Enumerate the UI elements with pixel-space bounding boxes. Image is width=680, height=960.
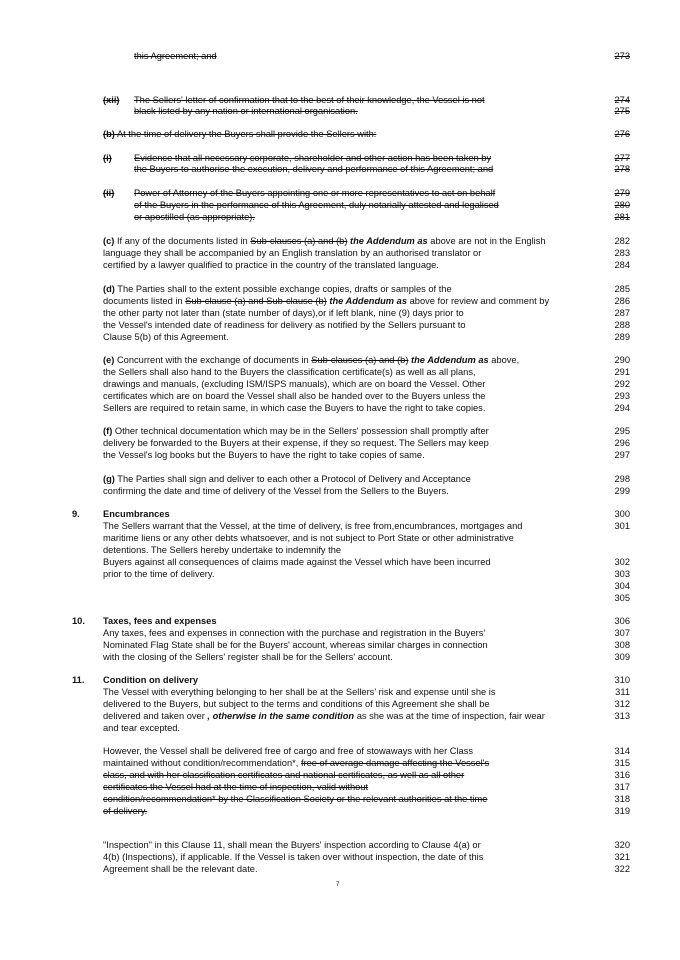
inserted-text: the Addendum as (326, 296, 408, 306)
line-number: 286 (614, 296, 630, 306)
text-line-282 (103, 236, 546, 247)
text-line-291: the Sellers shall also hand to the Buyers the classification certificate(s) as well as all plans, (103, 367, 476, 377)
item-ii-ref: (ii) (103, 188, 115, 198)
line-number: 294 (614, 403, 630, 413)
line-number: 306 (614, 616, 630, 626)
text-line-316: class, and with her classification certificates and national certificates, as well as all other (103, 770, 465, 780)
line-number: 276 (614, 129, 630, 139)
line-number: 298 (614, 474, 630, 484)
line-number: 282 (614, 236, 630, 246)
line-number: 281 (614, 212, 630, 222)
text-line-288: the Vessel's intended date of readiness for delivery as notified by the Sellers pursuant to (103, 320, 466, 330)
text-line: detentions. The Sellers hereby undertake to indemnify the (103, 545, 342, 555)
line-number: 321 (614, 852, 630, 862)
text-line-281: or apostilled (as appropriate). (134, 212, 255, 222)
span: documents listed in (103, 296, 186, 306)
line-number: 311 (615, 687, 630, 697)
line-number: 302 (614, 557, 630, 567)
line-number: 313 (614, 711, 630, 721)
subclause-f-ref: (f) (103, 426, 113, 436)
line-number: 322 (614, 864, 630, 874)
line-number: 315 (614, 758, 630, 768)
text-line-311: The Vessel with everything belonging to her shall be at the Sellers' risk and expense until she is (103, 687, 496, 697)
text-line-284: certified by a lawyer qualified to practice in the country of the translated language. (103, 260, 439, 270)
line-number: 317 (614, 782, 630, 792)
text-line-302: Buyers against all consequences of claims made against the Vessel which have been incurred (103, 557, 491, 567)
line-number: 320 (614, 840, 630, 850)
span: The Parties shall to the extent possible exchange copies, drafts or samples of the (114, 284, 452, 294)
text-line-294: Sellers are required to retain same, in which case the Buyers to have the right to take copies. (103, 403, 486, 413)
text-line-293: certificates which are on board the Vessel shall also be handed over to the Buyers unless the (103, 391, 486, 401)
line-number: 304 (614, 581, 630, 591)
text-line-285 (103, 284, 452, 295)
line-number: 288 (614, 320, 630, 330)
line-number: 287 (614, 308, 630, 318)
text-line-318: condition/recommendation* by the Classification Society or the relevant authorities at the time (103, 794, 488, 804)
text-line-320: "Inspection" in this Clause 11, shall mean the Buyers' inspection according to Clause 4(a) or (103, 840, 481, 850)
text-line: maritime liens or any other debts whatsoever, and is not subject to Port State or other administrative (103, 533, 514, 543)
text-line-312: delivered to the Buyers, but subject to the terms and conditions of this Agreement she shall be (103, 699, 490, 709)
clause-9-number: 9. (72, 509, 80, 519)
text-line-322: Agreement shall be the relevant date. (103, 864, 258, 874)
line-number: 301 (614, 521, 630, 531)
line-number: 289 (614, 332, 630, 342)
text-line-321: 4(b) (Inspections), if applicable. If the Vessel is taken over without inspection, the date of this (103, 852, 484, 862)
clause-10-title: Taxes, fees and expenses (103, 616, 217, 626)
clause-9-title: Encumbrances (103, 509, 170, 519)
line-number: 297 (614, 450, 630, 460)
line-number: 280 (614, 200, 630, 210)
span: delivered and taken over (103, 711, 208, 721)
struck-text: free of average damage affecting the Vessel's (300, 758, 490, 768)
text-line-315 (103, 758, 489, 769)
line-number: 303 (614, 569, 630, 579)
struck-text: Sub-clause (a) and Sub-clause (b) (185, 296, 327, 306)
text-line-273: this Agreement; and (134, 51, 217, 61)
text-line-277: Evidence that all necessary corporate, shareholder and other action has been taken by (134, 153, 492, 163)
text-line-296: delivery be forwarded to the Buyers at their expense, if they so request. The Sellers may keep (103, 438, 489, 448)
line-number: 310 (614, 675, 630, 685)
line-number: 314 (614, 746, 630, 756)
line-number: 316 (614, 770, 630, 780)
line-number: 312 (614, 699, 630, 709)
item-xii-ref: (xii) (103, 95, 120, 105)
span: above for review and comment by (407, 296, 550, 306)
text-line-308: Nominated Flag State shall be for the Buyers' account, whereas similar charges in connection (103, 640, 488, 650)
span: If any of the documents listed in (114, 236, 251, 246)
clause-10-number: 10. (72, 616, 85, 626)
text-line-309: with the closing of the Sellers' register shall be for the Sellers' account. (103, 652, 393, 662)
inserted-text: the Addendum as (408, 355, 489, 365)
inserted-text: the Addendum as (347, 236, 428, 246)
text-line-301: The Sellers warrant that the Vessel, at the time of delivery, is free from,encumbrances, mortgages and (103, 521, 523, 531)
line-number: 307 (614, 628, 630, 638)
line-number: 305 (614, 593, 630, 603)
line-number: 292 (614, 379, 630, 389)
text-line-297: the Vessel's log books but the Buyers to have the right to take copies of same. (103, 450, 425, 460)
text-line-274: The Sellers' letter of confirmation that to the best of their knowledge, the Vessel is not (134, 95, 485, 105)
line-number: 279 (614, 188, 630, 198)
line-number: 300 (614, 509, 630, 519)
span: maintained without condition/recommendation*, (103, 758, 301, 768)
clause-11-title: Condition on delivery (103, 675, 199, 685)
text-line-299: confirming the date and time of delivery of the Vessel from the Sellers to the Buyers. (103, 486, 449, 496)
line-number: 283 (614, 248, 630, 258)
inserted-text: , otherwise in the same condition (207, 711, 355, 721)
line-number: 309 (614, 652, 630, 662)
line-number: 293 (614, 391, 630, 401)
text-line-286 (103, 296, 549, 307)
text-line-319: of delivery. (103, 806, 148, 816)
item-i-ref: (i) (103, 153, 112, 163)
text-line-290 (103, 355, 519, 366)
text-line-279: Power of Attorney of the Buyers appointing one or more representatives to act on behalf (134, 188, 496, 198)
line-number: 285 (614, 284, 630, 294)
text-line-289: Clause 5(b) of this Agreement. (103, 332, 229, 342)
text-line-276 (103, 129, 376, 140)
line-number: 291 (614, 367, 630, 377)
line-number: 274 (614, 95, 630, 105)
line-number: 308 (614, 640, 630, 650)
line-number: 296 (614, 438, 630, 448)
text-line-303: prior to the time of delivery. (103, 569, 215, 579)
text-line-298 (103, 474, 471, 485)
line-number: 318 (614, 794, 630, 804)
subclause-d-ref: (d) (103, 284, 115, 294)
line-number: 290 (614, 355, 630, 365)
text-line-283: language they shall be accompanied by an English translation by an authorised translator or (103, 248, 482, 258)
subclause-b-ref: (b) (103, 129, 115, 139)
line-number: 319 (614, 806, 630, 816)
span: Concurrent with the exchange of documents in (114, 355, 312, 365)
clause-11-number: 11. (72, 675, 85, 685)
text-line-287: the other party not later than (state number of days),or if left blank, nine (9) days prior to (103, 308, 464, 318)
text-line-280: of the Buyers in the performance of this Agreement, duly notarially attested and legalised (134, 200, 499, 210)
struck-text: Sub-clauses (a) and (b) (250, 236, 348, 246)
span: as she was at the time of inspection, fair wear (354, 711, 545, 721)
text-line: and tear excepted. (103, 723, 181, 733)
line-number: 275 (614, 106, 630, 116)
span: Other technical documentation which may be in the Sellers' possession shall promptly after (112, 426, 489, 436)
text-line-307: Any taxes, fees and expenses in connection with the purchase and registration in the Buyers' (103, 628, 486, 638)
text-line-292: drawings and manuals, (excluding ISM/ISPS manuals), which are on board the Vessel. Other (103, 379, 486, 389)
line-number: 277 (614, 153, 630, 163)
subclause-b-text: At the time of delivery the Buyers shall provide the Sellers with: (114, 129, 377, 139)
span: above, (488, 355, 520, 365)
text-line-317: certificates the Vessel had at the time of inspection, valid without (103, 782, 369, 792)
text-line-278: the Buyers to authorise the execution, delivery and performance of this Agreement; and (134, 164, 494, 174)
text-line-313 (103, 711, 545, 722)
text-line-314: However, the Vessel shall be delivered free of cargo and free of stowaways with her Class (103, 746, 474, 756)
struck-text: Sub-clauses (a) and (b) (311, 355, 409, 365)
text-line-275: black listed by any nation or international organisation. (134, 106, 358, 116)
line-number: 284 (614, 260, 630, 270)
span: The Parties shall sign and deliver to each other a Protocol of Delivery and Acceptance (114, 474, 471, 484)
line-number: 278 (614, 164, 630, 174)
subclause-c-ref: (c) (103, 236, 115, 246)
subclause-g-ref: (g) (103, 474, 115, 484)
text-line-295 (103, 426, 489, 437)
subclause-e-ref: (e) (103, 355, 115, 365)
line-number: 273 (614, 51, 630, 61)
page-number: 7 (336, 882, 340, 888)
line-number: 295 (614, 426, 630, 436)
line-number: 299 (614, 486, 630, 496)
span: above are not in the English (427, 236, 546, 246)
